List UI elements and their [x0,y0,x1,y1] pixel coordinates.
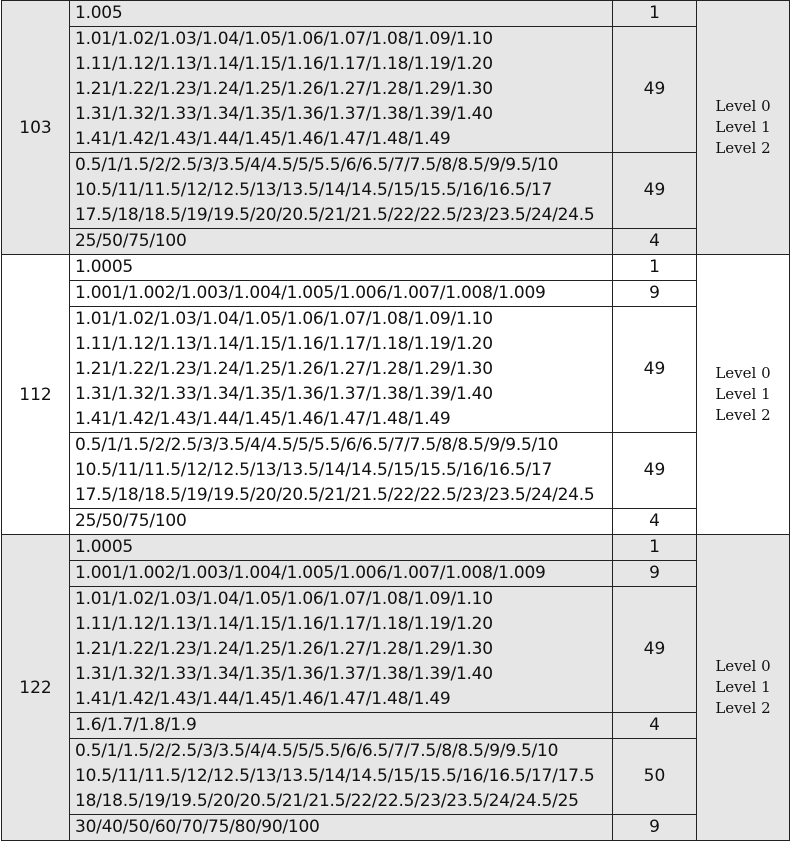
levels-cell [697,255,790,535]
values-line: 0.5/1/1.5/2/2.5/3/3.5/4/4.5/5/5.5/6/6.5/7/7.5/8/8.5/9/9.5/10 [75,435,559,455]
count-cell: 9 [613,561,697,587]
values-line: 17.5/18/18.5/19/19.5/20/20.5/21/21.5/22/22.5/23/23.5/24/24.5 [75,485,595,505]
levels-cell [697,535,790,841]
group-id-cell: 112 [2,255,70,535]
count-cell: 4 [613,229,697,255]
values-cell [70,713,613,739]
values-cell [70,281,613,307]
levels-cell [697,1,790,255]
values-line: 30/40/50/60/70/75/80/90/100 [75,817,320,837]
level-label: Level 2 [715,406,771,424]
values-line: 1.6/1.7/1.8/1.9 [75,715,197,735]
values-cell [70,229,613,255]
values-line: 10.5/11/11.5/12/12.5/13/13.5/14/14.5/15/15.5/16/16.5/17 [75,460,553,480]
values-cell [70,153,613,229]
values-line: 0.5/1/1.5/2/2.5/3/3.5/4/4.5/5/5.5/6/6.5/7/7.5/8/8.5/9/9.5/10 [75,155,559,175]
level-label: Level 1 [715,678,771,696]
values-line: 10.5/11/11.5/12/12.5/13/13.5/14/14.5/15/15.5/16/16.5/17/17.5 [75,766,595,786]
count-cell: 4 [613,509,697,535]
group-112 [2,255,790,535]
values-cell [70,307,613,433]
values-line: 1.11/1.12/1.13/1.14/1.15/1.16/1.17/1.18/1.19/1.20 [75,334,493,354]
table-row [2,229,790,255]
table-row [2,535,790,561]
table-row [2,561,790,587]
values-line: 1.001/1.002/1.003/1.004/1.005/1.006/1.007/1.008/1.009 [75,563,546,583]
table-row [2,509,790,535]
table-row [2,433,790,509]
table-row [2,713,790,739]
values-line: 1.0005 [75,537,133,557]
table-row [2,739,790,815]
values-line: 1.0005 [75,257,133,277]
values-line: 1.41/1.42/1.43/1.44/1.45/1.46/1.47/1.48/1.49 [75,409,451,429]
values-line: 25/50/75/100 [75,511,187,531]
values-line: 1.31/1.32/1.33/1.34/1.35/1.36/1.37/1.38/1.39/1.40 [75,104,493,124]
values-line: 25/50/75/100 [75,231,187,251]
values-cell [70,1,613,27]
table-row [2,1,790,27]
level-label: Level 1 [715,385,771,403]
values-line: 1.21/1.22/1.23/1.24/1.25/1.26/1.27/1.28/1.29/1.30 [75,79,493,99]
values-line: 1.11/1.12/1.13/1.14/1.15/1.16/1.17/1.18/1.19/1.20 [75,54,493,74]
values-line: 1.21/1.22/1.23/1.24/1.25/1.26/1.27/1.28/1.29/1.30 [75,359,493,379]
count-cell: 1 [613,255,697,281]
level-label: Level 0 [715,657,771,675]
group-id-cell: 103 [2,1,70,255]
values-line: 1.41/1.42/1.43/1.44/1.45/1.46/1.47/1.48/1.49 [75,689,451,709]
count-cell: 49 [613,27,697,153]
values-line: 18/18.5/19/19.5/20/20.5/21/21.5/22/22.5/23/23.5/24/24.5/25 [75,791,579,811]
table-row [2,27,790,153]
values-cell [70,255,613,281]
table-row [2,307,790,433]
group-103 [2,1,790,255]
count-cell: 49 [613,433,697,509]
values-line: 1.11/1.12/1.13/1.14/1.15/1.16/1.17/1.18/1.19/1.20 [75,614,493,634]
parameter-table [1,0,790,841]
values-line: 0.5/1/1.5/2/2.5/3/3.5/4/4.5/5/5.5/6/6.5/7/7.5/8/8.5/9/9.5/10 [75,741,559,761]
level-label: Level 2 [715,699,771,717]
count-cell: 9 [613,281,697,307]
count-cell: 1 [613,535,697,561]
values-cell [70,587,613,713]
table-row [2,281,790,307]
count-cell: 1 [613,1,697,27]
count-cell: 9 [613,815,697,841]
table-row [2,587,790,713]
values-cell [70,509,613,535]
level-label: Level 0 [715,364,771,382]
values-line: 1.01/1.02/1.03/1.04/1.05/1.06/1.07/1.08/1.09/1.10 [75,589,493,609]
values-cell [70,739,613,815]
values-line: 10.5/11/11.5/12/12.5/13/13.5/14/14.5/15/15.5/16/16.5/17 [75,180,553,200]
count-cell: 49 [613,587,697,713]
values-line: 1.005 [75,3,123,23]
count-cell: 49 [613,307,697,433]
values-line: 17.5/18/18.5/19/19.5/20/20.5/21/21.5/22/22.5/23/23.5/24/24.5 [75,205,595,225]
values-cell [70,535,613,561]
level-label: Level 1 [715,118,771,136]
values-cell [70,433,613,509]
values-line: 1.01/1.02/1.03/1.04/1.05/1.06/1.07/1.08/1.09/1.10 [75,309,493,329]
values-cell [70,561,613,587]
level-label: Level 2 [715,139,771,157]
values-line: 1.21/1.22/1.23/1.24/1.25/1.26/1.27/1.28/1.29/1.30 [75,639,493,659]
table-row [2,255,790,281]
count-cell: 49 [613,153,697,229]
values-line: 1.01/1.02/1.03/1.04/1.05/1.06/1.07/1.08/1.09/1.10 [75,29,493,49]
group-id-cell: 122 [2,535,70,841]
table-row [2,153,790,229]
level-label: Level 0 [715,97,771,115]
values-line: 1.31/1.32/1.33/1.34/1.35/1.36/1.37/1.38/1.39/1.40 [75,384,493,404]
values-cell [70,27,613,153]
count-cell: 50 [613,739,697,815]
values-line: 1.41/1.42/1.43/1.44/1.45/1.46/1.47/1.48/1.49 [75,129,451,149]
count-cell: 4 [613,713,697,739]
group-122 [2,535,790,841]
values-line: 1.001/1.002/1.003/1.004/1.005/1.006/1.007/1.008/1.009 [75,283,546,303]
values-line: 1.31/1.32/1.33/1.34/1.35/1.36/1.37/1.38/1.39/1.40 [75,664,493,684]
